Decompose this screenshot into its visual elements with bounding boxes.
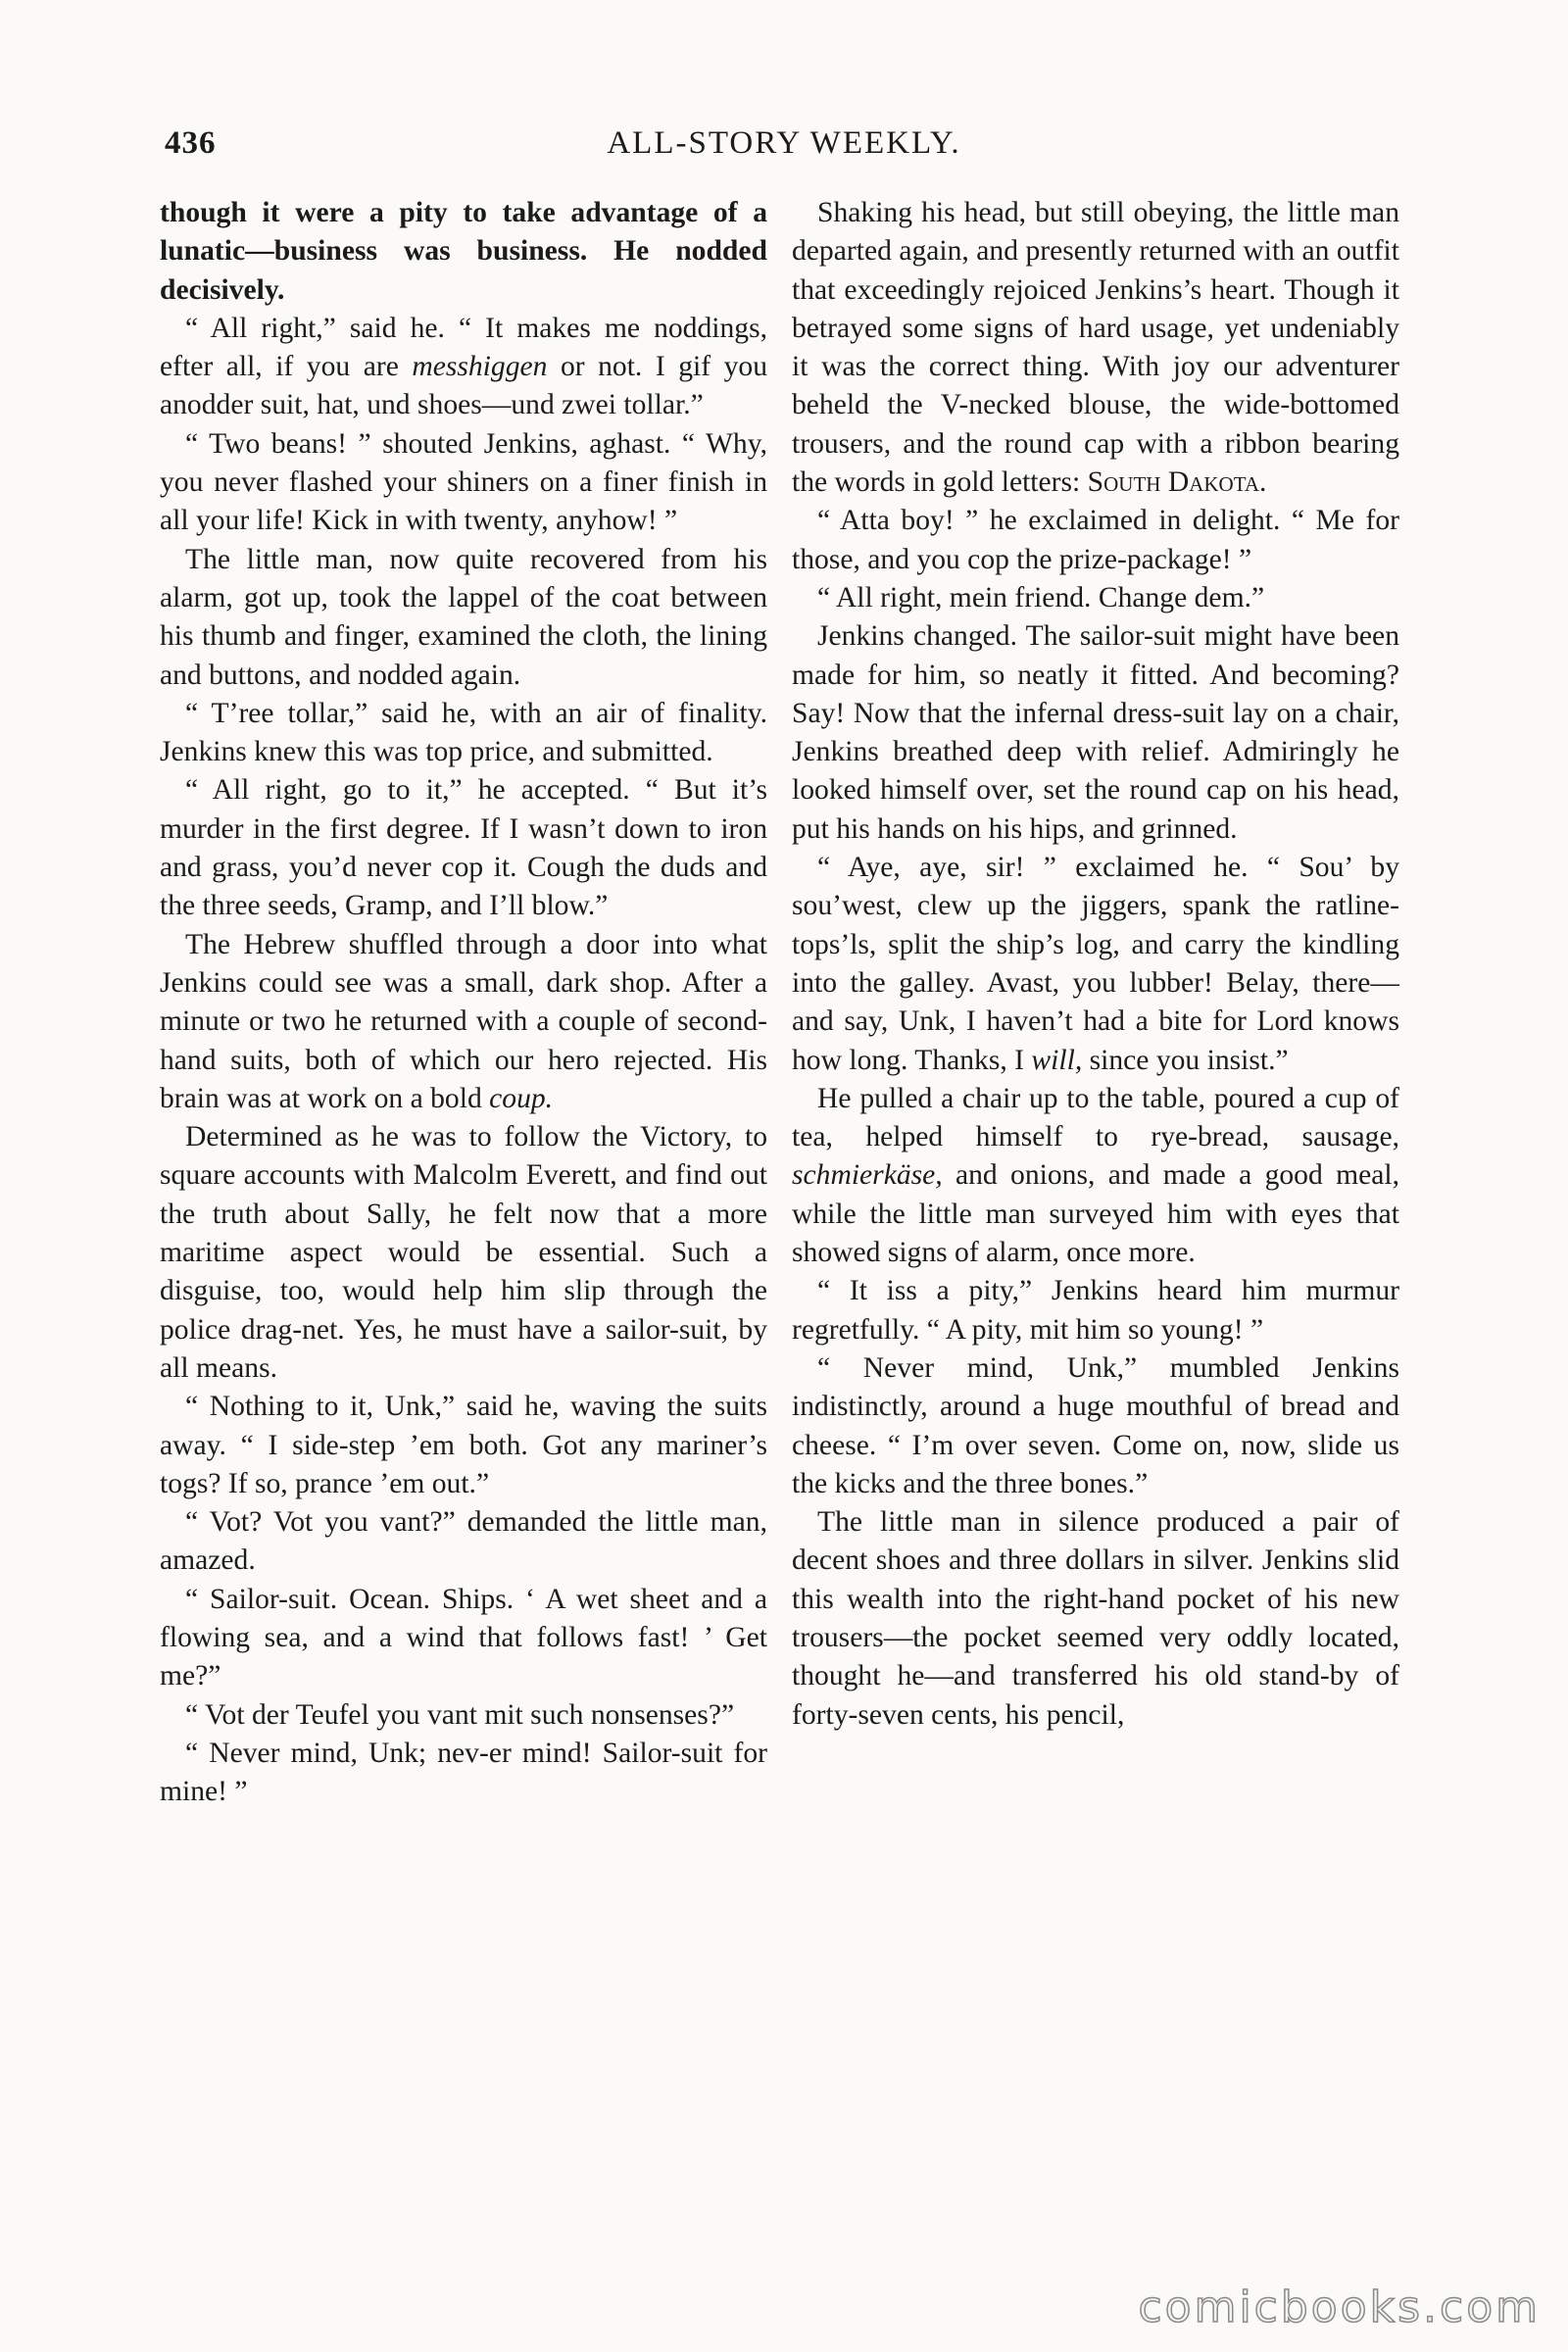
paragraph: “ T’ree tollar,” said he, with an air of finality. Jenkins knew this was top price, and submitted. xyxy=(160,697,767,768)
paragraph: “ Nothing to it, Unk,” said he, waving the suits away. “ I side-step ’em both. Got any mariner’s togs? If so, prance ’em out.” xyxy=(160,1391,767,1499)
paragraph xyxy=(792,194,1399,502)
paragraph xyxy=(792,1080,1399,1272)
paragraph: “ Sailor-suit. Ocean. Ships. ‘ A wet sheet and a flowing sea, and a wind that follows fast! ’ Get me?” xyxy=(160,1583,767,1692)
paragraph: Jenkins changed. The sailor-suit might have been made for him, so neatly it fitted. And becoming? Say! Now that the infernal dress-suit lay on a chair, Jenkins breathed deep with relief. Admiringly he looked himself over, set the round cap on his head, put his hands on his hips, and grinned. xyxy=(792,620,1399,845)
running-title: ALL-STORY WEEKLY. xyxy=(607,125,961,161)
paragraph xyxy=(160,310,767,425)
paragraph: “ Two beans! ” shouted Jenkins, aghast. “ Why, you never flashed your shiners on a finer finish in all your life! Kick in with twenty, anyhow! ” xyxy=(160,427,767,537)
paragraph-text: He pulled a chair up to the table, poured a cup of tea, helped himself to rye-bread, sausage, xyxy=(792,1082,1399,1153)
paragraph-text: The Hebrew shuffled through a door into what Jenkins could see was a small, dark shop. After a minute or two he returned with a couple of second-hand suits, both of which our hero rejected. His brain was at work on a bold xyxy=(160,928,767,1114)
paragraph: “ Never mind, Unk,” mumbled Jenkins indistinctly, around a huge mouthful of bread and cheese. “ I’m over seven. Come on, now, slide us the kicks and the three bones.” xyxy=(792,1351,1399,1499)
paragraph: The little man in silence produced a pair of decent shoes and three dollars in silver. Jenkins slid this wealth into the right-hand pocket of his new trousers—the pocket seemed very oddly located, thought he—and transferred his old stand-by of forty-seven cents, his pencil, xyxy=(792,1506,1399,1731)
paragraph-text: Shaking his head, but still obeying, the little man departed again, and presently returned with an outfit that exceedingly rejoiced Jenkins’s heart. Though it betrayed some signs of hard usage, yet undeniably it was the correct thing. With joy our adventurer beheld the V-necked blouse, the wide-bottomed trousers, and the round cap with a ribbon bearing the words in gold letters: xyxy=(792,197,1399,499)
paragraph-text: “ All right,” said he. “ It makes me noddings, efter all, if you are xyxy=(160,312,767,383)
paragraph: “ Never mind, Unk; nev-er mind! Sailor-suit for mine! ” xyxy=(160,1737,767,1808)
watermark: comicbooks.com xyxy=(1138,2282,1541,2332)
paragraph: “ Vot der Teufel you vant mit such nonsenses?” xyxy=(185,1698,735,1731)
small-caps-words: South Dakota. xyxy=(1087,466,1267,499)
paragraph-text: “ Aye, aye, sir! ” exclaimed he. “ Sou’ by sou’west, clew up the jiggers, spank the ratline-tops’ls, split the ship’s log, and carry the kindling into the galley. Avast, you lubber! Belay, there—and say, Unk, I haven’t had a bite for Lord knows how long. Thanks, I xyxy=(792,852,1399,1076)
paragraph xyxy=(160,194,767,310)
paragraph: “ It iss a pity,” Jenkins heard him murmur regretfully. “ A pity, mit him so young! ” xyxy=(792,1275,1399,1346)
paragraph xyxy=(792,849,1399,1080)
paragraph-text: and onions, and made a good meal, while the little man surveyed him with eyes that showed signs of alarm, once more. xyxy=(792,1159,1399,1269)
paragraph: “ All right, mein friend. Change dem.” xyxy=(817,581,1265,613)
page-header xyxy=(157,125,1411,172)
page-number: 436 xyxy=(165,125,217,161)
paragraph: “ Atta boy! ” he exclaimed in delight. “ Me for those, and you cop the prize-package! ” xyxy=(792,505,1399,575)
paragraph: “ All right, go to it,” he accepted. “ But it’s murder in the first degree. If I wasn’t down to iron and grass, you’d never cop it. Cough the duds and the three seeds, Gramp, and I’ll blow.” xyxy=(160,774,767,922)
paragraph: Determined as he was to follow the Victory, to square accounts with Malcolm Everett, and find out the truth about Sally, he felt now that a more maritime aspect would be essential. Such a disguise, too, would help him slip through the police drag-net. Yes, he must have a sailor-suit, by all means. xyxy=(160,1121,767,1384)
paragraph-text: since you insist.” xyxy=(1082,1044,1289,1076)
paragraph-text: or not. I gif you anodder suit, hat, und shoes—und zwei tollar.” xyxy=(160,351,767,421)
paragraph: “ Vot? Vot you vant?” demanded the little man, amazed. xyxy=(160,1506,767,1577)
left-column xyxy=(160,194,767,1811)
paragraph xyxy=(160,926,767,1118)
italic-word: schmierkäse, xyxy=(792,1159,943,1192)
bold-opening: though it were a pity to take advantage of a lunatic—business was business. He nodded decisively. xyxy=(160,197,767,306)
right-column xyxy=(792,194,1399,1735)
italic-word: coup. xyxy=(489,1082,554,1114)
paragraph: The little man, now quite recovered from his alarm, got up, took the lappel of the coat between his thumb and finger, examined the cloth, the lining and buttons, and nodded again. xyxy=(160,543,767,691)
italic-word: messhiggen xyxy=(412,351,548,383)
italic-word: will, xyxy=(1031,1044,1083,1076)
